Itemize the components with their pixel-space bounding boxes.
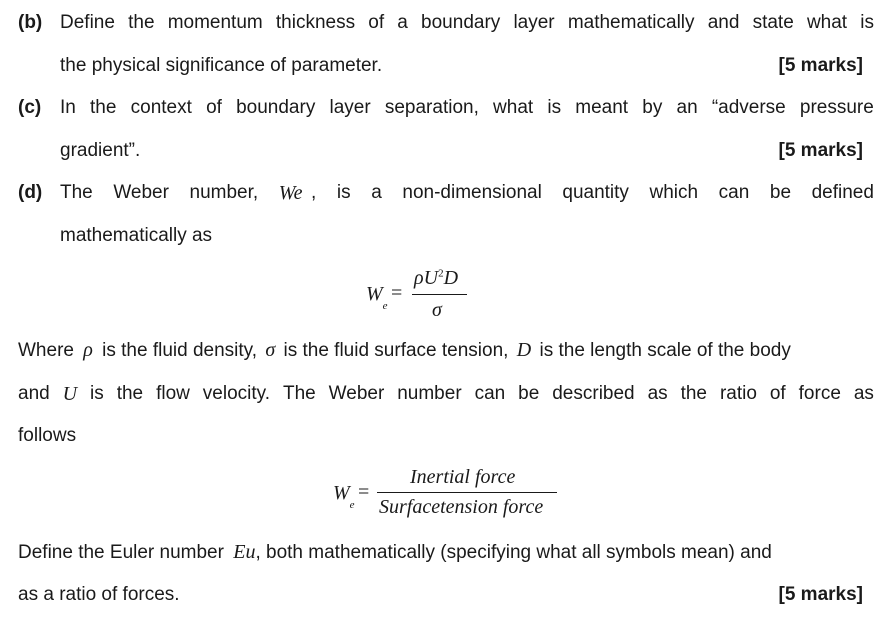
eq1-fraction-bar [412, 294, 467, 295]
last-line: as a ratio of forces. [18, 584, 180, 605]
question-c-line-1-word: is [547, 97, 562, 118]
eq1-denominator: σ [432, 299, 442, 321]
and-line-word: velocity. [202, 383, 271, 404]
eq1-numerator: $\rho U^2D$ [414, 267, 459, 289]
follows-text: follows [18, 425, 77, 446]
and-line-word: can [474, 383, 506, 404]
word-weber: Weber [113, 182, 169, 203]
define-euler-line: Define the Euler number Eu, both mathematically (specifying what all symbols mean) and [18, 541, 772, 563]
question-b-line-1-word: the [128, 12, 155, 33]
and-line-word: described [552, 383, 635, 404]
question-b-line-1-word: mathematically [567, 12, 695, 33]
question-d-line-1-word: which [649, 182, 699, 203]
question-c-line-1-word: pressure [799, 97, 874, 118]
question-d-line-1-word: non-dimensional [402, 182, 542, 203]
question-b-line-1-word: state [752, 12, 794, 33]
question-b-line-1 [60, 12, 874, 34]
question-b-label: (b) [18, 12, 43, 33]
and-line-word: Weber [328, 383, 385, 404]
question-b-line-1-word: of [368, 12, 385, 33]
word-number: number, [189, 182, 259, 203]
question-b-line-1-word: momentum [167, 12, 263, 33]
eq1-equals: = [391, 282, 403, 304]
rho-symbol: ρ [83, 339, 93, 361]
question-b-line-1-word: and [707, 12, 740, 33]
question-c-line-1-word: context [130, 97, 192, 118]
question-c-line-1-word: an [676, 97, 698, 118]
and-line-word: The [282, 383, 316, 404]
question-b-line-1-word: what [806, 12, 848, 33]
question-b-line-2: the physical significance of parameter. [60, 55, 383, 76]
and-line-word: flow [156, 383, 190, 404]
and-line-word: of [769, 383, 786, 404]
and-line-word: as [647, 383, 668, 404]
question-c-line-1-word: “adverse [711, 97, 786, 118]
where-line: Where ρ is the fluid density, σ is the fluid surface tension, D is the length scale of the body [18, 339, 791, 361]
and-line-word: be [518, 383, 540, 404]
d-symbol: D [516, 339, 532, 361]
and-line-word: the [680, 383, 707, 404]
eq2-fraction-bar [377, 492, 557, 493]
eu-symbol: Eu [233, 541, 256, 563]
eq2-lhs: $W_e$ [333, 482, 355, 511]
question-b-line-1-word: thickness [275, 12, 356, 33]
and-line: and U is the flow velocity. The Weber number can be described as the ratio of force as [18, 383, 874, 405]
question-c-line-1-word: layer [329, 97, 371, 118]
question-d-line-1 [60, 182, 874, 205]
question-c-line-1-word: boundary [236, 97, 316, 118]
and-line-word: is [90, 383, 104, 404]
question-c-line-1-word: meant [575, 97, 629, 118]
question-d-line-1-word: is [336, 182, 351, 203]
question-d-marks: [5 marks] [778, 584, 863, 605]
we-symbol: We [278, 182, 303, 204]
eq2-equals: = [358, 481, 370, 503]
and-line-word: the [116, 383, 144, 404]
and-line-word: as [853, 383, 874, 404]
question-c-line-1-word: what [493, 97, 534, 118]
question-d-label: (d) [18, 182, 43, 203]
eq2-denominator: Surfacetension force [379, 496, 544, 518]
question-c-line-1 [60, 97, 874, 119]
question-d-line-1-word: can [718, 182, 750, 203]
question-b-marks: [5 marks] [778, 55, 863, 76]
question-c-line-1-word: the [90, 97, 117, 118]
question-b-line-1-word: is [860, 12, 874, 33]
question-b-line-1-word: layer [513, 12, 555, 33]
question-d-line-1-word: defined [811, 182, 874, 203]
question-c-line-1-word: separation, [384, 97, 479, 118]
u-symbol: U [62, 383, 78, 405]
question-b-line-1-word: a [397, 12, 408, 33]
question-c-label: (c) [18, 97, 42, 118]
and-line-word: number [397, 383, 462, 404]
question-d-line-1-word: a [371, 182, 382, 203]
question-d-line-1-word: quantity [562, 182, 629, 203]
question-d-line-1-word: be [769, 182, 792, 203]
and-line-word: force [798, 383, 841, 404]
question-b-line-1-word: Define [60, 12, 115, 33]
and-line-word: ratio [719, 383, 757, 404]
eq1-lhs: $W_e$ [366, 283, 388, 312]
word-the: The [60, 182, 93, 203]
eq2-numerator: Inertial force [410, 466, 516, 488]
question-c-marks: [5 marks] [778, 140, 863, 161]
we-comma: , [311, 182, 317, 203]
question-c-line-1-word: by [642, 97, 663, 118]
question-b-line-1-word: boundary [421, 12, 501, 33]
question-c-line-1-word: In [60, 97, 76, 118]
question-c-line-2: gradient”. [60, 140, 141, 161]
sigma-symbol: σ [265, 339, 276, 361]
question-c-line-1-word: of [206, 97, 222, 118]
question-d-line-2: mathematically as [60, 225, 213, 246]
